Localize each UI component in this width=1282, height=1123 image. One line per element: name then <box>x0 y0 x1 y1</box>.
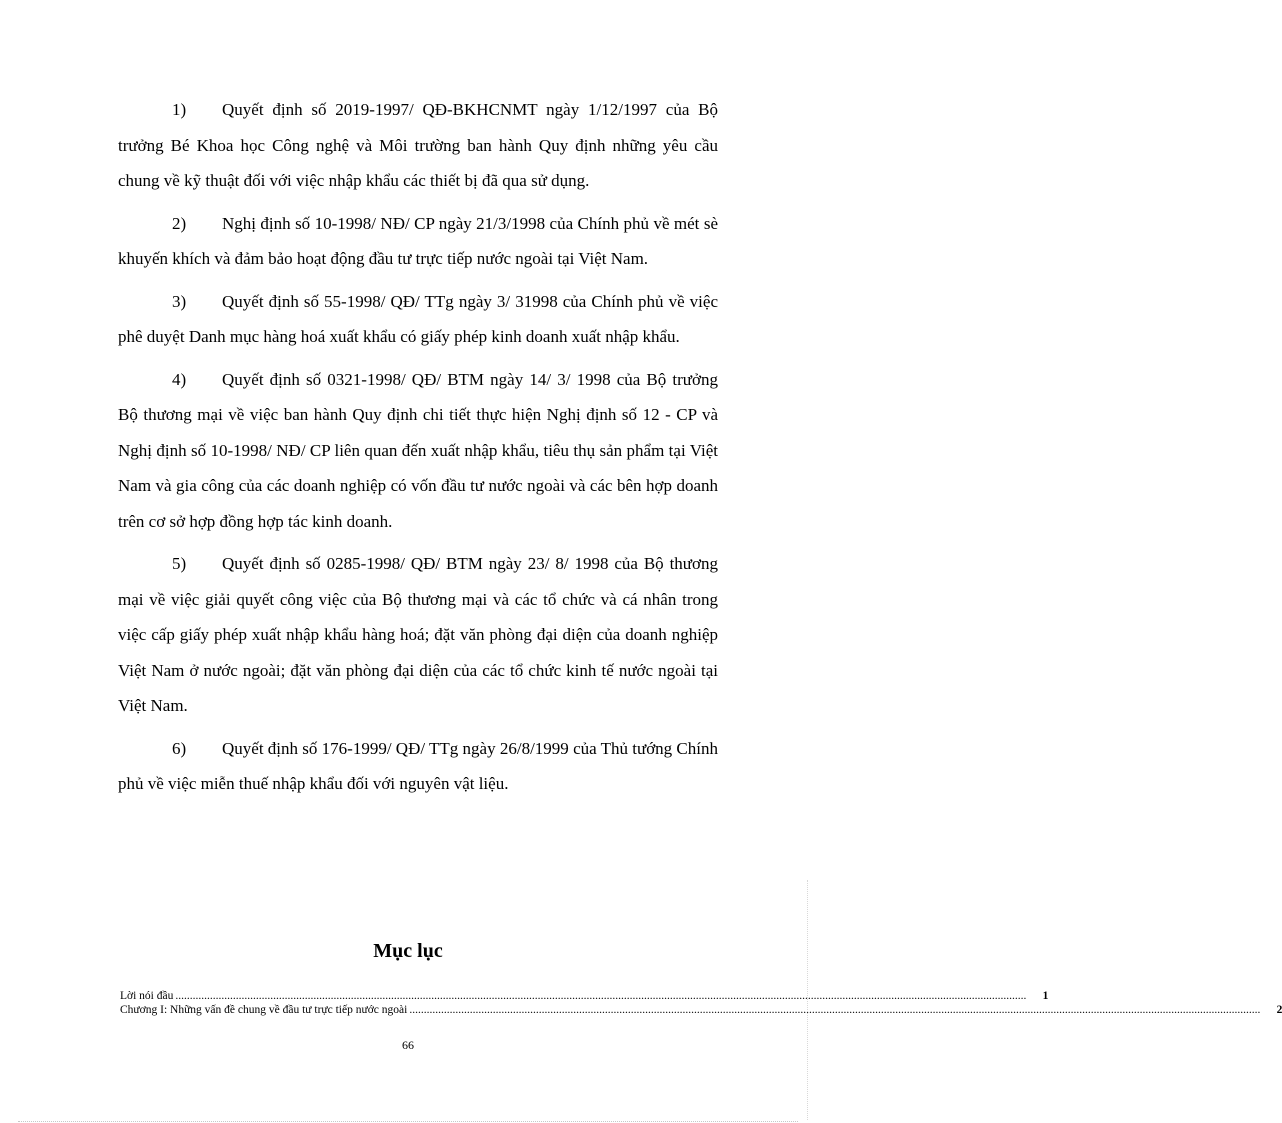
reference-number: 3) <box>172 291 187 311</box>
reference-number: 4) <box>172 369 187 389</box>
table-of-contents <box>120 989 1282 1017</box>
reference-text: Quyết định số 0321-1998/ QĐ/ BTM ngày 14/ 3/ 1998 của Bộ trưởng Bộ thương mại về việc ban hành Quy định chi tiết thực hiện Nghị định số 12 - CP và Nghị định số 10-1998/ NĐ/ CP liên quan đến xuất nhập khẩu, tiêu thụ sản phẩm tại Việt Nam và gia công của các doanh nghiệp có vốn đầu tư nước ngoài và các bên hợp doanh trên cơ sở hợp đồng hợp tác kinh doanh. <box>118 369 718 531</box>
toc-entry-page: 2 <box>1276 1004 1282 1016</box>
reference-text: Nghị định số 10-1998/ NĐ/ CP ngày 21/3/1998 của Chính phủ về mét sè khuyến khích và đảm bảo hoạt động đầu tư trực tiếp nước ngoài tại Việt Nam. <box>118 213 718 268</box>
footer-divider <box>18 1121 798 1122</box>
toc-leader-dots: ........................................................................................................................................................................................................................................................................................................ <box>409 1004 1261 1016</box>
reference-item <box>118 92 718 199</box>
reference-number: 2) <box>172 213 187 233</box>
toc-entry-label: Chương I: Những vấn đề chung về đầu tư trực tiếp nước ngoài <box>120 1004 408 1016</box>
reference-number: 5) <box>172 554 187 573</box>
toc-entry[interactable] <box>120 1003 1282 1017</box>
reference-text: Quyết định số 55-1998/ QĐ/ TTg ngày 3/ 31998 của Chính phủ về việc phê duyệt Danh mục hàng hoá xuất khẩu có giấy phép kinh doanh xuất nhập khẩu. <box>118 291 718 346</box>
reference-item <box>118 206 718 277</box>
reference-item <box>118 546 718 724</box>
toc-leader-dots: ........................................................................................................................................................................................................................................................................................................ <box>175 990 1027 1002</box>
reference-number: 6) <box>172 738 187 758</box>
reference-text: Quyết định số 176-1999/ QĐ/ TTg ngày 26/8/1999 của Thủ tướng Chính phủ về việc miễn thuế nhập khẩu đối với nguyên vật liệu. <box>118 738 718 793</box>
reference-item <box>118 284 718 355</box>
page-number: 66 <box>402 1038 414 1052</box>
reference-list <box>118 92 718 809</box>
reference-number: 1) <box>172 100 187 119</box>
toc-entry-label: Lời nói đầu <box>120 990 174 1002</box>
toc-heading: Mục lục <box>373 940 443 962</box>
reference-item <box>118 731 718 802</box>
reference-text: Quyết định số 0285-1998/ QĐ/ BTM ngày 23/ 8/ 1998 của Bộ thương mại về việc giải quyết công việc của Bộ thương mại và các tổ chức và cá nhân trong việc cấp giấy phép xuất nhập khẩu hàng hoá; đặt văn phòng đại diện của doanh nghiệp Việt Nam ở nước ngoài; đặt văn phòng đại diện của các tổ chức kinh tế nước ngoài tại Việt Nam. <box>118 554 718 715</box>
margin-divider <box>807 880 808 1120</box>
reference-text: Quyết định số 2019-1997/ QĐ-BKHCNMT ngày 1/12/1997 của Bộ trưởng Bé Khoa học Công nghệ và Môi trường ban hành Quy định những yêu cầu chung về kỹ thuật đối với việc nhập khẩu các thiết bị đã qua sử dụng. <box>118 100 718 190</box>
reference-item <box>118 362 718 540</box>
toc-entry-page: 1 <box>1042 990 1049 1002</box>
toc-entry[interactable] <box>120 989 1049 1003</box>
